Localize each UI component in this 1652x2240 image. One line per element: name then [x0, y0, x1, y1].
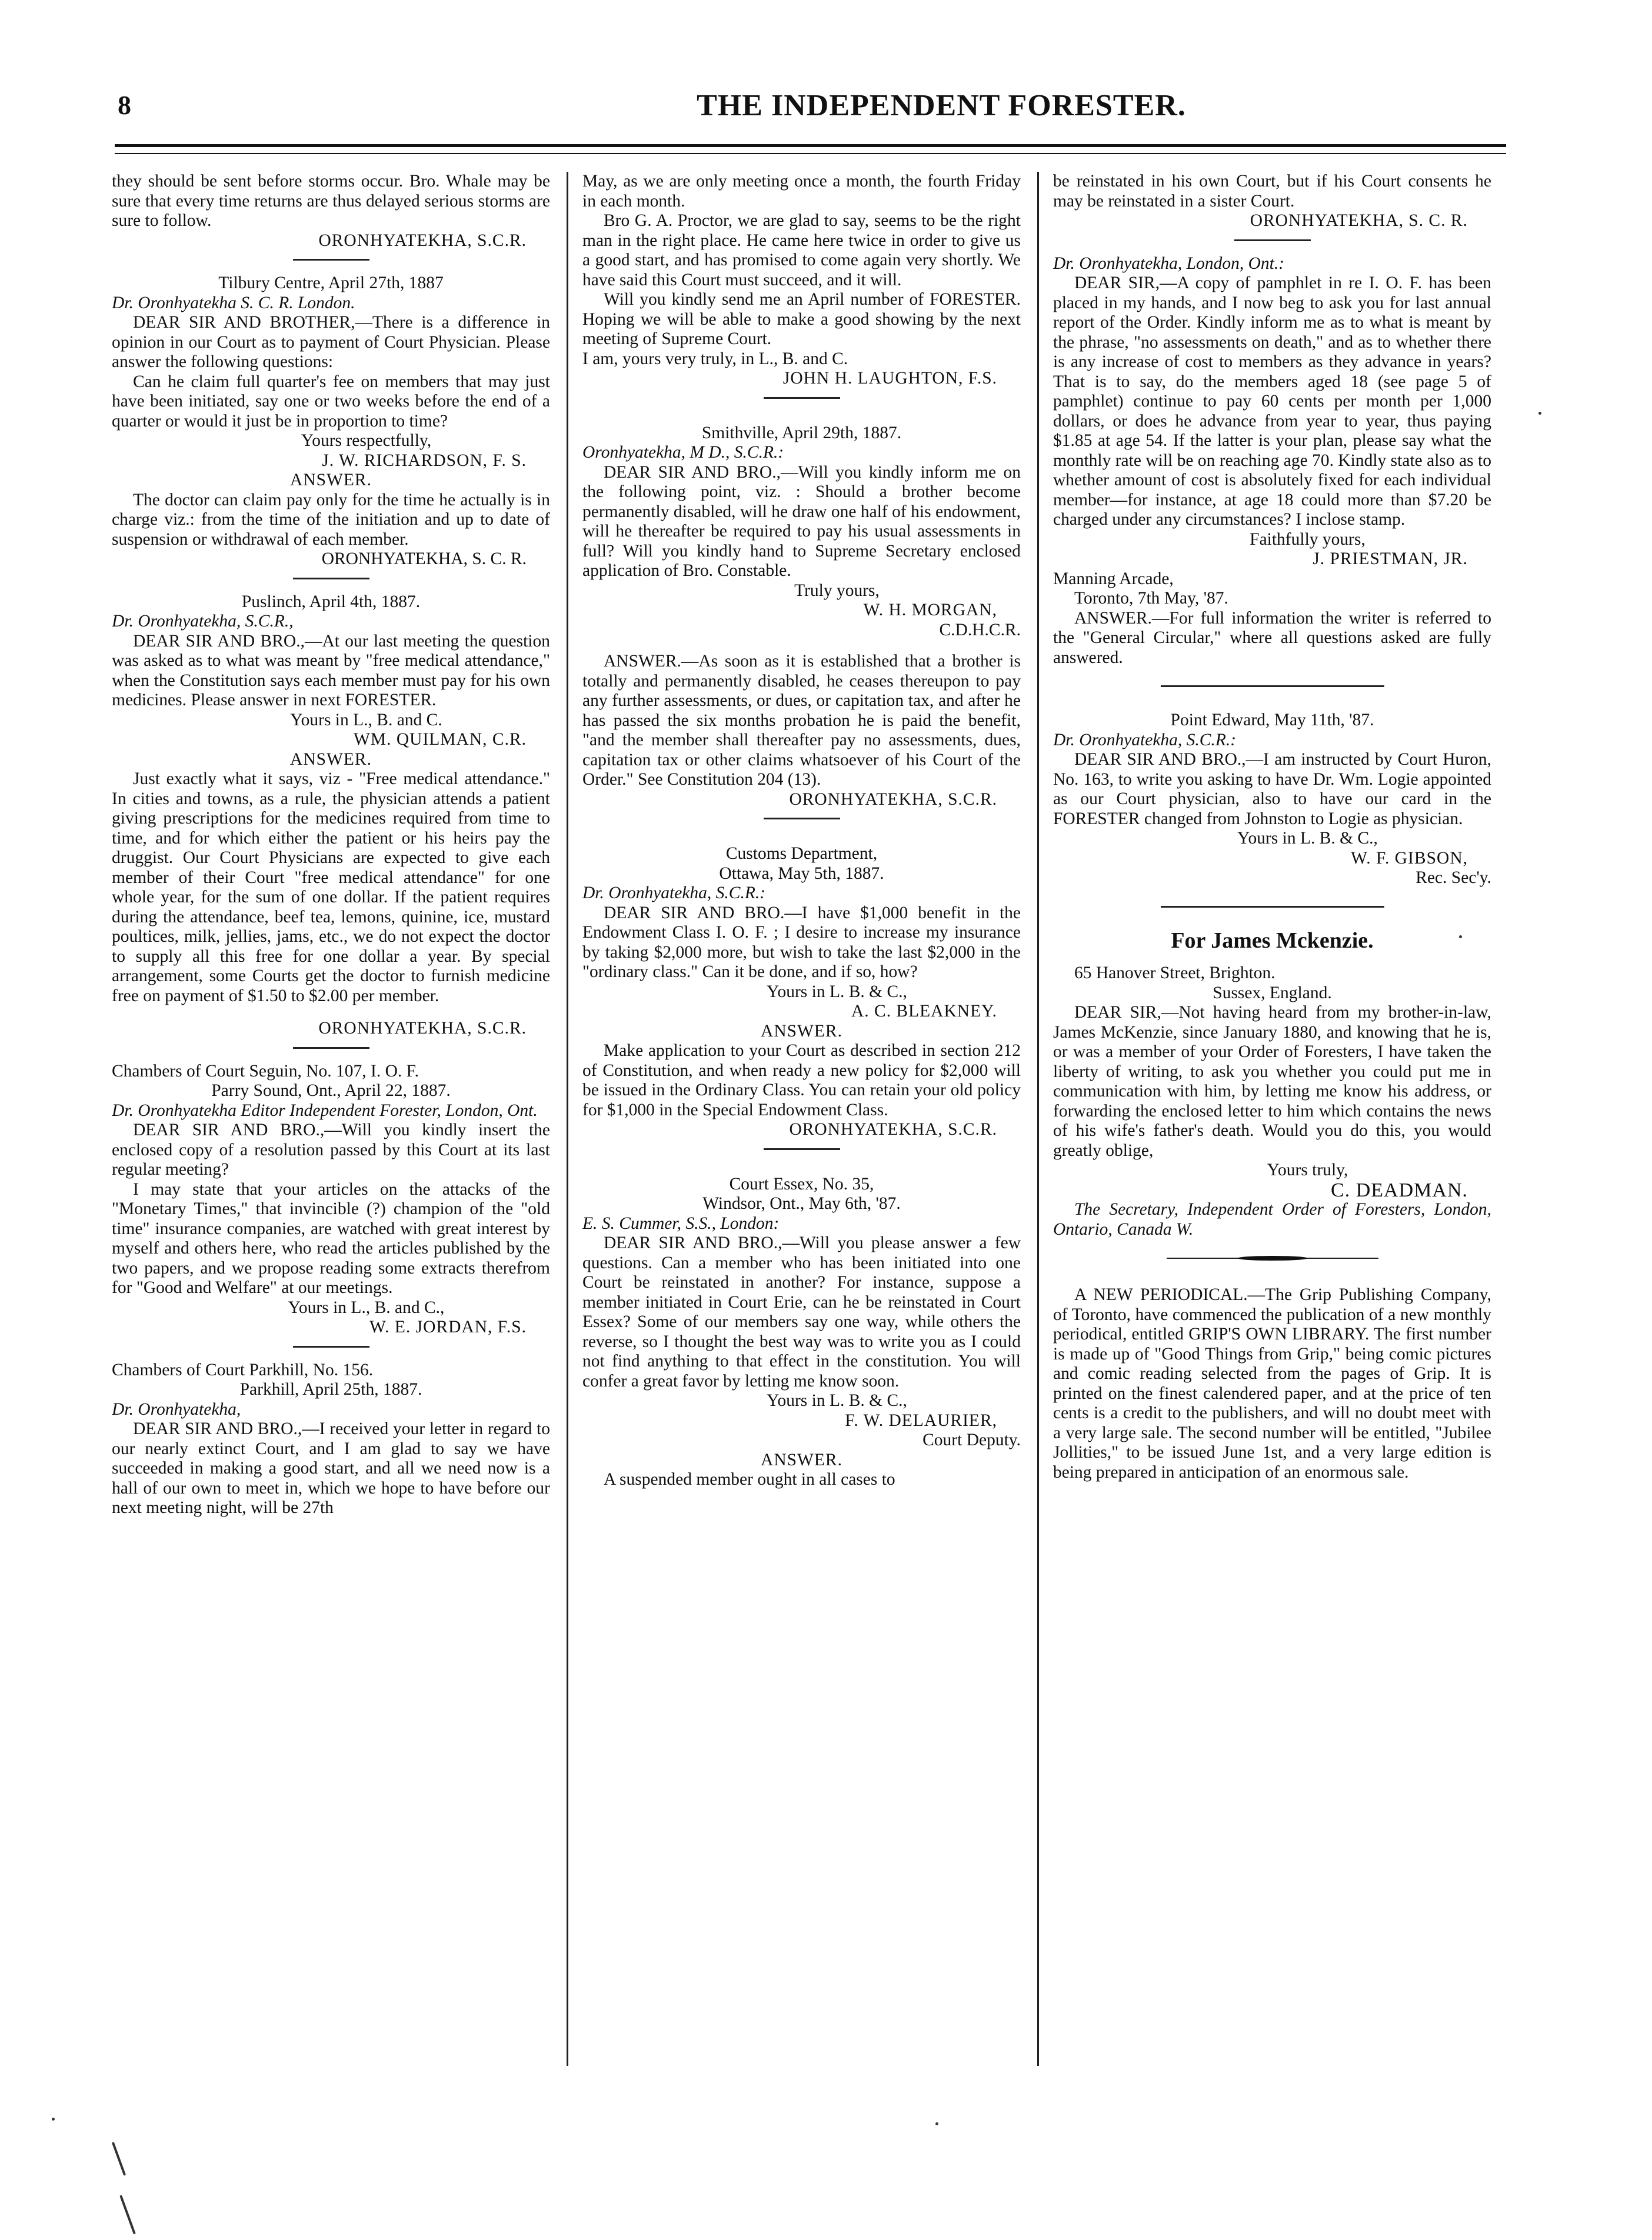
col2-place-4: Windsor, Ont., May 6th, '87.: [702, 1194, 901, 1213]
col1-address-3: Dr. Oronhyatekha Editor Independent Forester, London, Ont.: [112, 1101, 538, 1120]
col3-place-4a: 65 Hanover Street, Brighton.: [1074, 964, 1275, 982]
col3-address-2: Dr. Oronhyatekha, London, Ont.:: [1053, 254, 1285, 273]
col3-address-3: Dr. Oronhyatekha, S.C.R.:: [1053, 730, 1237, 749]
col2-para-1: May, as we are only meeting once a month, the fourth Friday in each month.: [582, 172, 1021, 211]
col2-heading-4: Court Essex, No. 35,: [729, 1174, 874, 1194]
col2-answer-heading-3: ANSWER.: [761, 1021, 842, 1041]
col2-closing-2: Truly yours,: [794, 581, 880, 600]
separator: [1234, 239, 1311, 241]
col1-address-4: Dr. Oronhyatekha,: [112, 1399, 241, 1419]
col2-name-3: A. C. BLEAKNEY.: [851, 1002, 997, 1021]
separator: [293, 259, 369, 261]
col2-name-4b: Court Deputy.: [922, 1431, 1021, 1449]
col1-closing-1: Yours respectfully,: [301, 431, 432, 450]
col2-address-2: Oronhyatekha, M D., S.C.R.:: [582, 443, 784, 462]
col1-place-3: Parry Sound, Ont., April 22, 1887.: [211, 1081, 451, 1100]
print-mark: [112, 2142, 126, 2176]
separator: [764, 818, 840, 819]
col1-answer-heading-2: ANSWER.: [290, 749, 372, 769]
col1-name-2: WM. QUILMAN, C.R.: [354, 730, 527, 749]
col2-name-4a: F. W. DELAURIER,: [845, 1411, 997, 1430]
print-mark: [119, 2195, 136, 2234]
col2-closing-3: Yours in L. B. & C.,: [767, 982, 907, 1001]
separator: [764, 1148, 840, 1150]
col1-para-5: DEAR SIR AND BRO.,—At our last meeting the question was asked as to what was meant by "free medical attendance," when the Constitution says each member must pay for his own medicines. Please answer in next FORESTER.: [112, 631, 550, 709]
separator-long: [1161, 906, 1384, 908]
col3-closing-3: Yours in L. B. & C.,: [1237, 829, 1378, 848]
col1-closing-3: Yours in L., B. and C.,: [288, 1298, 445, 1317]
col1-answer-heading-1: ANSWER.: [290, 471, 372, 489]
col2-para-3: Will you kindly send me an April number of FORESTER. Hoping we will be able to make a good showing by the next meeting of Supreme Court.: [582, 290, 1021, 348]
col1-para-1: they should be sent before storms occur. Bro. Whale may be sure that every time returns are thus delayed serious storms are sure to follow.: [112, 172, 550, 230]
separator: [764, 397, 840, 399]
column-2: [582, 172, 1021, 2078]
col2-para-8: DEAR SIR AND BRO.,—Will you please answer a few questions. Can a member who has been initiated into one Court be reinstated in another? For instance, suppose a member initiated in Court Erie, can he be reinstated in Court Essex? Some of our members say one way, while others the reverse, so I thought the best way was to write you as I could not find anything to that effect in the constitution. You will confer a great favor by letting me know soon.: [582, 1234, 1021, 1391]
col1-name-1: J. W. RICHARDSON, F. S.: [322, 451, 527, 470]
col3-name-3b: Rec. Sec'y.: [1415, 868, 1491, 887]
col3-para-7: A NEW PERIODICAL.—The Grip Publishing Company, of Toronto, have commenced the publication of a new monthly periodical, entitled GRIP'S OWN LIBRARY. The first number is made up of "Good Things from Grip," being comic pictures and comic reading selected from the pages of Grip. It is printed on the finest calendered paper, and at the price of ten cents is a credit to the publishers, and will no doubt meet with a very large sale. The second number will be entitled, "Jubilee Jollities," to be issued June 1st, and a very large edition is being prepared in anticipation of an enormous sale.: [1053, 1285, 1491, 1482]
separator: [293, 1346, 369, 1348]
col1-address-1: Dr. Oronhyatekha S. C. R. London.: [112, 293, 355, 312]
col3-name-2: J. PRIESTMAN, JR.: [1313, 549, 1468, 568]
column-divider-2: [1037, 172, 1039, 2066]
col1-para-3: Can he claim full quarter's fee on members that may just have been initiated, say one or two weeks before the end of a quarter or would it just be in proportion to time?: [112, 372, 550, 431]
col3-closing-4: Yours truly,: [1267, 1161, 1348, 1179]
col2-place-3: Ottawa, May 5th, 1887.: [719, 864, 884, 883]
col2-name-2b: C.D.H.C.R.: [939, 620, 1021, 639]
col2-para-9: A suspended member ought in all cases to: [604, 1470, 895, 1489]
col1-place-2: Puslinch, April 4th, 1887.: [241, 592, 421, 611]
column-3: [1053, 172, 1491, 2078]
col1-heading-3: Chambers of Court Seguin, No. 107, I. O. F.: [112, 1061, 419, 1081]
col2-name-1: JOHN H. LAUGHTON, F.S.: [782, 369, 997, 388]
ornamental-rule: [1167, 1255, 1378, 1262]
col2-answer-heading-4: ANSWER.: [761, 1450, 842, 1469]
col2-para-7: Make application to your Court as described in section 212 of Constitution, and when ready a new policy for $2,000 will be issued in the Ordinary Class. You can retain your old policy for $1,000 in the Special Endowment Class.: [582, 1041, 1021, 1119]
col3-para-1: be reinstated in his own Court, but if his Court consents he may be reinstated in a sister Court.: [1053, 172, 1491, 211]
col2-para-4: DEAR SIR AND BRO.,—Will you kindly inform me on the following point, viz. : Should a brother become permanently disabled, will he draw one half of his endowment, will he thereafter be required to pay his usual assessments in full? Will you kindly hand to Supreme Secretary enclosed application of Bro. Constable.: [582, 462, 1021, 580]
col3-section-title: For James Mckenzie.: [1171, 928, 1374, 953]
col3-para-5: DEAR SIR,—Not having heard from my brother-in-law, James McKenzie, since January 1880, and knowing that he is, or was a member of your Order of Foresters, I have taken the liberty of writing, to ask you whether you could put me in communication with him, by letting me know his address, or forwarding the enclosed letter to him which contains the news of his wife's father's death. Would you do this, you would greatly oblige,: [1053, 1003, 1491, 1160]
print-speck: [1459, 935, 1462, 938]
header-rule-thin: [115, 153, 1506, 154]
print-speck: [52, 2118, 55, 2121]
col1-address-2: Dr. Oronhyatekha, S.C.R.,: [112, 612, 294, 631]
col2-heading-3: Customs Department,: [725, 844, 878, 863]
col1-name-3: W. E. JORDAN, F.S.: [369, 1318, 527, 1336]
col1-para-4: The doctor can claim pay only for the time he actually is in charge viz.: from the time of the initiation and up to date of suspension or withdrawal of each member.: [112, 490, 550, 549]
col2-address-4: E. S. Cummer, S.S., London:: [582, 1214, 780, 1233]
print-speck: [1538, 412, 1541, 415]
col3-signature-1: ORONHYATEKHA, S. C. R.: [1250, 211, 1468, 230]
col2-signature-2: ORONHYATEKHA, S.C.R.: [789, 789, 997, 809]
col2-closing-1: I am, yours very truly, in L., B. and C.: [582, 349, 848, 368]
col1-closing-2: Yours in L., B. and C.: [290, 710, 442, 729]
header-rule-thick: [115, 144, 1506, 147]
col3-para-6: The Secretary, Independent Order of Foresters, London, Ontario, Canada W.: [1053, 1200, 1491, 1239]
col1-signature-1: ORONHYATEKHA, S.C.R.: [318, 231, 527, 250]
col3-place-2b: Toronto, 7th May, '87.: [1074, 589, 1228, 608]
col2-para-2: Bro G. A. Proctor, we are glad to say, seems to be the right man in the right place. He came here twice in order to give us a good start, and has promised to come again very shortly. We have said this Court must succeed, and it will.: [582, 211, 1021, 289]
col2-address-3: Dr. Oronhyatekha, S.C.R.:: [582, 884, 766, 902]
col1-signature-2: ORONHYATEKHA, S. C. R.: [321, 549, 527, 568]
col2-para-5: ANSWER.—As soon as it is established that a brother is totally and permanently disabled, he ceases thereupon to pay any further assessments, or dues, or capitation tax, and after he has passed the six months probation he is paid the benefit, "and the member shall thereafter pay no assessments, dues, capitation tax or other claims whatsoever of his Court of the Order." See Constitution 204 (13).: [582, 652, 1021, 789]
col1-para-8: I may state that your articles on the attacks of the "Monetary Times," that invincible (?) champion of the "old time" insurance companies, are watched with great interest by myself and others here, who read the articles published by the two papers, and we propose reading some extracts therefrom for "Good and Welfare" at our meetings.: [112, 1179, 550, 1297]
page-number: 8: [118, 90, 131, 120]
separator: [293, 578, 369, 579]
col3-closing-2: Faithfully yours,: [1250, 529, 1365, 549]
col3-para-4: DEAR SIR AND BRO.,—I am instructed by Court Huron, No. 163, to write you asking to have Dr. Wm. Logie appointed as our Court physician, also to have our card in the FORESTER changed from Johnston to Logie as physician.: [1053, 750, 1491, 828]
separator: [293, 1047, 369, 1049]
col3-place-3: Point Edward, May 11th, '87.: [1170, 711, 1374, 729]
col1-para-6: Just exactly what it says, viz - "Free medical attendance." In cities and towns, as a rule, the physician attends a patient giving prescriptions for the medicines required from time to time, and for which either the patient or his heirs pay the druggist. Our Court Physicians are expected to give each member of their Court "free medical attendance" for one whole year, for the sum of one dollar. If the patient requires during the attendance, beef tea, lemons, quinine, ice, mustard poultices, milk, jellies, jams, etc., we do not expect the doctor to supply all this free for one dollar a year. By special arrangement, some Courts get the doctor to furnish medicine free on payment of $1.50 to $2.00 per member.: [112, 769, 550, 1005]
col2-name-2a: W. H. MORGAN,: [863, 601, 997, 619]
print-speck: [935, 2122, 938, 2125]
column-1: [112, 172, 550, 2078]
col3-para-2: DEAR SIR,—A copy of pamphlet in re I. O. F. has been placed in my hands, and I now beg to ask you for last annual report of the Order. Kindly inform me as to what is meant by the phrase, "no assessments on death," and as to whether there is any increase of cost to members as they advance in years? That is to say, do the members aged 18 (see page 5 of pamphlet) continue to pay 60 cents per month per 1,000 dollars, or does he advance from year to year, thus paying $1.85 at age 54. If the latter is your plan, please say what the monthly rate will be on reaching age 70. Kindly state also as to whether amount of cost is absolutely fixed for each individual member—for instance, at age 18 could more than $7.20 be charged under any circumstances? I inclose stamp.: [1053, 274, 1491, 529]
col1-place-4: Parkhill, April 25th, 1887.: [239, 1380, 422, 1399]
separator-long: [1161, 685, 1384, 687]
journal-title: THE INDEPENDENT FORESTER.: [697, 89, 1186, 122]
col1-para-7: DEAR SIR AND BRO.,—Will you kindly insert the enclosed copy of a resolution passed by this Court at its last regular meeting?: [112, 1121, 550, 1179]
col2-signature-3: ORONHYATEKHA, S.C.R.: [789, 1120, 997, 1139]
col2-closing-4: Yours in L. B. & C.,: [767, 1391, 907, 1410]
col2-para-6: DEAR SIR AND BRO.—I have $1,000 benefit in the Endowment Class I. O. F. ; I desire to increase my insurance by taking $2,000 more, but wish to take the last $2,000 in the "ordinary class." Can it be done, and if so, how?: [582, 903, 1021, 981]
col1-para-2: DEAR SIR AND BROTHER,—There is a difference in opinion in our Court as to payment of Court Physician. Please answer the following questions:: [112, 313, 550, 371]
col3-place-2a: Manning Arcade,: [1053, 569, 1174, 588]
col3-para-3: ANSWER.—For full information the writer is referred to the "General Circular," where all questions asked are fully answered.: [1053, 608, 1491, 667]
column-divider-1: [567, 172, 568, 2066]
col1-place-1: Tilbury Centre, April 27th, 1887: [218, 274, 444, 292]
col3-name-3a: W. F. GIBSON,: [1351, 848, 1468, 868]
col3-name-4: C. DEADMAN.: [1331, 1179, 1468, 1201]
col1-para-9: DEAR SIR AND BRO.,—I received your letter in regard to our nearly extinct Court, and I am glad to say we have succeeded in making a good start, and all we need now is a hall of our own to meet in, which we hope to have before our next meeting night, will be 27th: [112, 1419, 550, 1517]
col1-signature-3: ORONHYATEKHA, S.C.R.: [318, 1019, 527, 1038]
col2-place-2: Smithville, April 29th, 1887.: [701, 423, 902, 442]
col1-heading-4: Chambers of Court Parkhill, No. 156.: [112, 1360, 374, 1379]
col3-place-4b: Sussex, England.: [1213, 983, 1332, 1002]
